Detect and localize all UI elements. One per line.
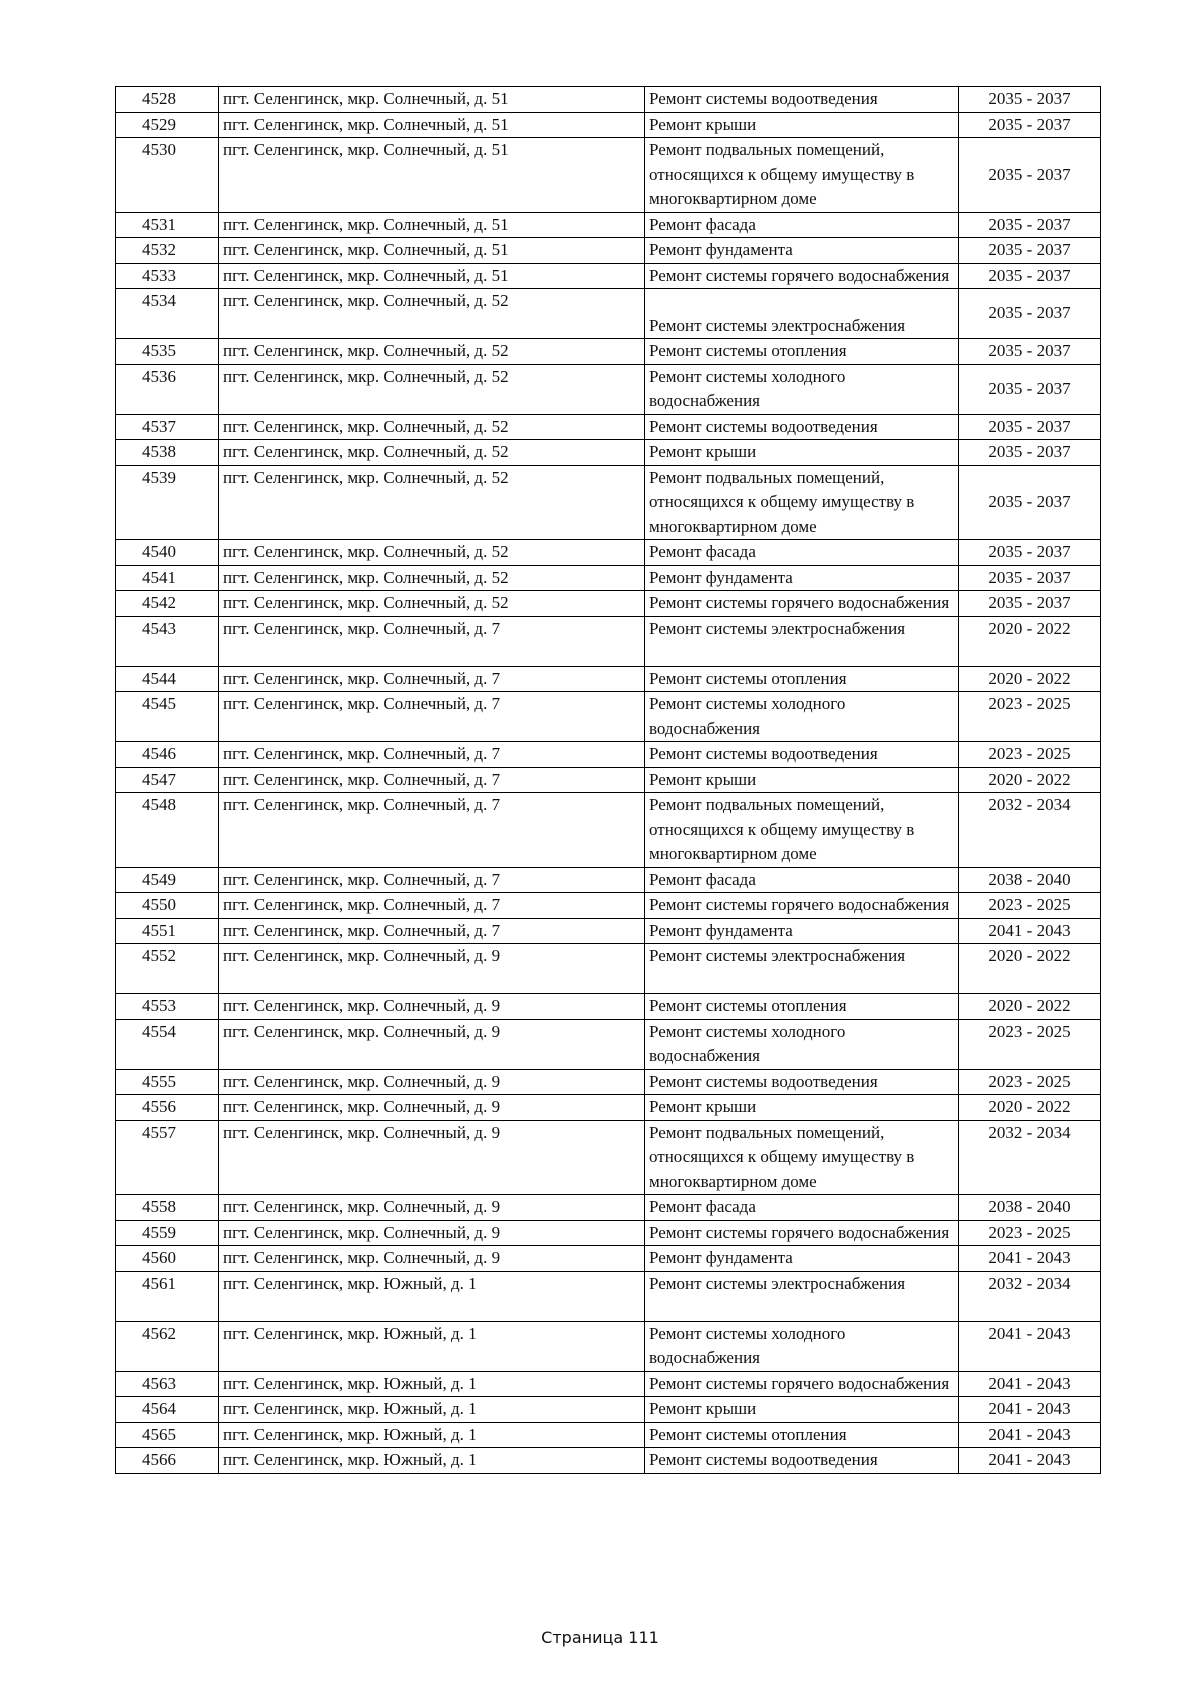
address-cell: пгт. Селенгинск, мкр. Южный, д. 1 bbox=[219, 1371, 645, 1397]
work-type-cell: Ремонт крыши bbox=[645, 767, 959, 793]
period-cell: 2023 - 2025 bbox=[959, 1019, 1101, 1069]
row-number-cell: 4536 bbox=[116, 364, 219, 414]
table-row bbox=[116, 1321, 1101, 1371]
row-number-cell: 4549 bbox=[116, 867, 219, 893]
table-row bbox=[116, 289, 1101, 339]
row-number-cell: 4547 bbox=[116, 767, 219, 793]
period-cell: 2020 - 2022 bbox=[959, 666, 1101, 692]
period-cell: 2035 - 2037 bbox=[959, 138, 1101, 213]
address-cell: пгт. Селенгинск, мкр. Солнечный, д. 52 bbox=[219, 364, 645, 414]
table-row bbox=[116, 112, 1101, 138]
row-number-cell: 4548 bbox=[116, 793, 219, 868]
work-type-cell: Ремонт системы холодного водоснабжения bbox=[645, 1321, 959, 1371]
table-row bbox=[116, 994, 1101, 1020]
period-cell: 2035 - 2037 bbox=[959, 87, 1101, 113]
address-cell: пгт. Селенгинск, мкр. Солнечный, д. 7 bbox=[219, 893, 645, 919]
table-row bbox=[116, 692, 1101, 742]
address-cell: пгт. Селенгинск, мкр. Солнечный, д. 7 bbox=[219, 742, 645, 768]
table-row bbox=[116, 339, 1101, 365]
period-cell: 2035 - 2037 bbox=[959, 465, 1101, 540]
work-type-cell: Ремонт фундамента bbox=[645, 238, 959, 264]
table-row bbox=[116, 1271, 1101, 1321]
row-number-cell: 4551 bbox=[116, 918, 219, 944]
work-type-cell: Ремонт системы холодного водоснабжения bbox=[645, 364, 959, 414]
work-type-cell: Ремонт системы водоотведения bbox=[645, 87, 959, 113]
work-type-cell: Ремонт системы отопления bbox=[645, 666, 959, 692]
period-cell: 2035 - 2037 bbox=[959, 289, 1101, 339]
table-row bbox=[116, 364, 1101, 414]
work-type-cell: Ремонт системы отопления bbox=[645, 1422, 959, 1448]
row-number-cell: 4546 bbox=[116, 742, 219, 768]
table-row bbox=[116, 1220, 1101, 1246]
period-cell: 2035 - 2037 bbox=[959, 238, 1101, 264]
work-type-cell: Ремонт фасада bbox=[645, 212, 959, 238]
work-type-cell: Ремонт фасада bbox=[645, 867, 959, 893]
document-table-container bbox=[115, 86, 1100, 1474]
row-number-cell: 4550 bbox=[116, 893, 219, 919]
table-row bbox=[116, 918, 1101, 944]
row-number-cell: 4562 bbox=[116, 1321, 219, 1371]
table-row bbox=[116, 1069, 1101, 1095]
table-row bbox=[116, 238, 1101, 264]
work-type-cell: Ремонт фасада bbox=[645, 1195, 959, 1221]
table-row bbox=[116, 1095, 1101, 1121]
row-number-cell: 4534 bbox=[116, 289, 219, 339]
table-row bbox=[116, 414, 1101, 440]
repair-schedule-table bbox=[115, 86, 1101, 1474]
period-cell: 2023 - 2025 bbox=[959, 692, 1101, 742]
work-type-cell: Ремонт системы горячего водоснабжения bbox=[645, 893, 959, 919]
row-number-cell: 4545 bbox=[116, 692, 219, 742]
period-cell: 2041 - 2043 bbox=[959, 1397, 1101, 1423]
table-row bbox=[116, 87, 1101, 113]
table-row bbox=[116, 465, 1101, 540]
row-number-cell: 4533 bbox=[116, 263, 219, 289]
work-type-cell: Ремонт системы водоотведения bbox=[645, 742, 959, 768]
row-number-cell: 4540 bbox=[116, 540, 219, 566]
row-number-cell: 4561 bbox=[116, 1271, 219, 1321]
row-number-cell: 4552 bbox=[116, 944, 219, 994]
period-cell: 2023 - 2025 bbox=[959, 742, 1101, 768]
period-cell: 2020 - 2022 bbox=[959, 994, 1101, 1020]
period-cell: 2035 - 2037 bbox=[959, 112, 1101, 138]
address-cell: пгт. Селенгинск, мкр. Солнечный, д. 51 bbox=[219, 238, 645, 264]
work-type-cell: Ремонт системы горячего водоснабжения bbox=[645, 263, 959, 289]
address-cell: пгт. Селенгинск, мкр. Солнечный, д. 9 bbox=[219, 1220, 645, 1246]
address-cell: пгт. Селенгинск, мкр. Южный, д. 1 bbox=[219, 1271, 645, 1321]
table-row bbox=[116, 793, 1101, 868]
work-type-cell: Ремонт крыши bbox=[645, 112, 959, 138]
period-cell: 2032 - 2034 bbox=[959, 793, 1101, 868]
period-cell: 2038 - 2040 bbox=[959, 867, 1101, 893]
work-type-cell: Ремонт крыши bbox=[645, 440, 959, 466]
period-cell: 2035 - 2037 bbox=[959, 339, 1101, 365]
address-cell: пгт. Селенгинск, мкр. Солнечный, д. 51 bbox=[219, 87, 645, 113]
table-row bbox=[116, 138, 1101, 213]
address-cell: пгт. Селенгинск, мкр. Солнечный, д. 7 bbox=[219, 616, 645, 666]
table-row bbox=[116, 893, 1101, 919]
table-row bbox=[116, 1246, 1101, 1272]
row-number-cell: 4530 bbox=[116, 138, 219, 213]
row-number-cell: 4559 bbox=[116, 1220, 219, 1246]
address-cell: пгт. Селенгинск, мкр. Солнечный, д. 52 bbox=[219, 591, 645, 617]
page-number: Страница 111 bbox=[541, 1628, 659, 1647]
address-cell: пгт. Селенгинск, мкр. Солнечный, д. 51 bbox=[219, 112, 645, 138]
table-row bbox=[116, 1448, 1101, 1474]
work-type-cell: Ремонт подвальных помещений, относящихся к общему имуществу в многоквартирном доме bbox=[645, 138, 959, 213]
table-row bbox=[116, 212, 1101, 238]
period-cell: 2041 - 2043 bbox=[959, 1448, 1101, 1474]
address-cell: пгт. Селенгинск, мкр. Солнечный, д. 7 bbox=[219, 692, 645, 742]
work-type-cell: Ремонт системы электроснабжения bbox=[645, 1271, 959, 1321]
work-type-cell: Ремонт системы отопления bbox=[645, 994, 959, 1020]
address-cell: пгт. Селенгинск, мкр. Солнечный, д. 51 bbox=[219, 263, 645, 289]
work-type-cell: Ремонт крыши bbox=[645, 1095, 959, 1121]
address-cell: пгт. Селенгинск, мкр. Солнечный, д. 9 bbox=[219, 1120, 645, 1195]
row-number-cell: 4564 bbox=[116, 1397, 219, 1423]
period-cell: 2035 - 2037 bbox=[959, 565, 1101, 591]
address-cell: пгт. Селенгинск, мкр. Солнечный, д. 9 bbox=[219, 1246, 645, 1272]
period-cell: 2035 - 2037 bbox=[959, 540, 1101, 566]
period-cell: 2032 - 2034 bbox=[959, 1271, 1101, 1321]
address-cell: пгт. Селенгинск, мкр. Солнечный, д. 52 bbox=[219, 565, 645, 591]
row-number-cell: 4528 bbox=[116, 87, 219, 113]
row-number-cell: 4555 bbox=[116, 1069, 219, 1095]
address-cell: пгт. Селенгинск, мкр. Солнечный, д. 52 bbox=[219, 540, 645, 566]
table-row bbox=[116, 565, 1101, 591]
period-cell: 2032 - 2034 bbox=[959, 1120, 1101, 1195]
period-cell: 2023 - 2025 bbox=[959, 893, 1101, 919]
period-cell: 2035 - 2037 bbox=[959, 440, 1101, 466]
row-number-cell: 4539 bbox=[116, 465, 219, 540]
address-cell: пгт. Селенгинск, мкр. Солнечный, д. 9 bbox=[219, 944, 645, 994]
row-number-cell: 4553 bbox=[116, 994, 219, 1020]
work-type-cell: Ремонт системы холодного водоснабжения bbox=[645, 1019, 959, 1069]
work-type-cell: Ремонт системы водоотведения bbox=[645, 1069, 959, 1095]
address-cell: пгт. Селенгинск, мкр. Солнечный, д. 7 bbox=[219, 867, 645, 893]
period-cell: 2023 - 2025 bbox=[959, 1069, 1101, 1095]
table-row bbox=[116, 616, 1101, 666]
period-cell: 2020 - 2022 bbox=[959, 944, 1101, 994]
row-number-cell: 4556 bbox=[116, 1095, 219, 1121]
work-type-cell: Ремонт системы электроснабжения bbox=[645, 944, 959, 994]
row-number-cell: 4542 bbox=[116, 591, 219, 617]
row-number-cell: 4538 bbox=[116, 440, 219, 466]
row-number-cell: 4535 bbox=[116, 339, 219, 365]
row-number-cell: 4541 bbox=[116, 565, 219, 591]
address-cell: пгт. Селенгинск, мкр. Южный, д. 1 bbox=[219, 1448, 645, 1474]
table-row bbox=[116, 1422, 1101, 1448]
work-type-cell: Ремонт системы холодного водоснабжения bbox=[645, 692, 959, 742]
period-cell: 2041 - 2043 bbox=[959, 1321, 1101, 1371]
work-type-cell: Ремонт фундамента bbox=[645, 918, 959, 944]
address-cell: пгт. Селенгинск, мкр. Солнечный, д. 9 bbox=[219, 1195, 645, 1221]
row-number-cell: 4566 bbox=[116, 1448, 219, 1474]
address-cell: пгт. Селенгинск, мкр. Солнечный, д. 7 bbox=[219, 666, 645, 692]
work-type-cell: Ремонт подвальных помещений, относящихся к общему имуществу в многоквартирном доме bbox=[645, 1120, 959, 1195]
table-row bbox=[116, 944, 1101, 994]
work-type-cell: Ремонт фасада bbox=[645, 540, 959, 566]
row-number-cell: 4554 bbox=[116, 1019, 219, 1069]
row-number-cell: 4557 bbox=[116, 1120, 219, 1195]
address-cell: пгт. Селенгинск, мкр. Солнечный, д. 51 bbox=[219, 138, 645, 213]
work-type-cell: Ремонт системы электроснабжения bbox=[645, 289, 959, 339]
row-number-cell: 4529 bbox=[116, 112, 219, 138]
period-cell: 2035 - 2037 bbox=[959, 591, 1101, 617]
table-row bbox=[116, 1371, 1101, 1397]
work-type-cell: Ремонт подвальных помещений, относящихся к общему имуществу в многоквартирном доме bbox=[645, 465, 959, 540]
address-cell: пгт. Селенгинск, мкр. Южный, д. 1 bbox=[219, 1321, 645, 1371]
period-cell: 2020 - 2022 bbox=[959, 616, 1101, 666]
work-type-cell: Ремонт фундамента bbox=[645, 565, 959, 591]
work-type-cell: Ремонт системы водоотведения bbox=[645, 414, 959, 440]
address-cell: пгт. Селенгинск, мкр. Солнечный, д. 9 bbox=[219, 1019, 645, 1069]
address-cell: пгт. Селенгинск, мкр. Южный, д. 1 bbox=[219, 1397, 645, 1423]
address-cell: пгт. Селенгинск, мкр. Солнечный, д. 9 bbox=[219, 1095, 645, 1121]
work-type-cell: Ремонт системы отопления bbox=[645, 339, 959, 365]
work-type-cell: Ремонт подвальных помещений, относящихся к общему имуществу в многоквартирном доме bbox=[645, 793, 959, 868]
row-number-cell: 4558 bbox=[116, 1195, 219, 1221]
table-row bbox=[116, 867, 1101, 893]
table-row bbox=[116, 1195, 1101, 1221]
table-row bbox=[116, 666, 1101, 692]
work-type-cell: Ремонт системы горячего водоснабжения bbox=[645, 1220, 959, 1246]
period-cell: 2041 - 2043 bbox=[959, 1246, 1101, 1272]
address-cell: пгт. Селенгинск, мкр. Солнечный, д. 9 bbox=[219, 1069, 645, 1095]
work-type-cell: Ремонт системы горячего водоснабжения bbox=[645, 1371, 959, 1397]
period-cell: 2041 - 2043 bbox=[959, 918, 1101, 944]
address-cell: пгт. Селенгинск, мкр. Солнечный, д. 7 bbox=[219, 918, 645, 944]
row-number-cell: 4544 bbox=[116, 666, 219, 692]
row-number-cell: 4532 bbox=[116, 238, 219, 264]
table-row bbox=[116, 767, 1101, 793]
period-cell: 2023 - 2025 bbox=[959, 1220, 1101, 1246]
address-cell: пгт. Селенгинск, мкр. Солнечный, д. 7 bbox=[219, 793, 645, 868]
work-type-cell: Ремонт крыши bbox=[645, 1397, 959, 1423]
row-number-cell: 4537 bbox=[116, 414, 219, 440]
work-type-cell: Ремонт системы горячего водоснабжения bbox=[645, 591, 959, 617]
work-type-cell: Ремонт системы электроснабжения bbox=[645, 616, 959, 666]
period-cell: 2020 - 2022 bbox=[959, 767, 1101, 793]
row-number-cell: 4543 bbox=[116, 616, 219, 666]
address-cell: пгт. Селенгинск, мкр. Южный, д. 1 bbox=[219, 1422, 645, 1448]
table-row bbox=[116, 263, 1101, 289]
address-cell: пгт. Селенгинск, мкр. Солнечный, д. 52 bbox=[219, 440, 645, 466]
period-cell: 2041 - 2043 bbox=[959, 1371, 1101, 1397]
address-cell: пгт. Селенгинск, мкр. Солнечный, д. 9 bbox=[219, 994, 645, 1020]
row-number-cell: 4531 bbox=[116, 212, 219, 238]
table-row bbox=[116, 591, 1101, 617]
period-cell: 2041 - 2043 bbox=[959, 1422, 1101, 1448]
work-type-cell: Ремонт системы водоотведения bbox=[645, 1448, 959, 1474]
period-cell: 2035 - 2037 bbox=[959, 414, 1101, 440]
table-row bbox=[116, 440, 1101, 466]
address-cell: пгт. Селенгинск, мкр. Солнечный, д. 7 bbox=[219, 767, 645, 793]
period-cell: 2020 - 2022 bbox=[959, 1095, 1101, 1121]
address-cell: пгт. Селенгинск, мкр. Солнечный, д. 52 bbox=[219, 414, 645, 440]
period-cell: 2035 - 2037 bbox=[959, 364, 1101, 414]
table-row bbox=[116, 1120, 1101, 1195]
table-body bbox=[116, 87, 1101, 1474]
work-type-cell: Ремонт фундамента bbox=[645, 1246, 959, 1272]
table-row bbox=[116, 540, 1101, 566]
table-row bbox=[116, 1397, 1101, 1423]
table-row bbox=[116, 742, 1101, 768]
table-row bbox=[116, 1019, 1101, 1069]
address-cell: пгт. Селенгинск, мкр. Солнечный, д. 52 bbox=[219, 339, 645, 365]
address-cell: пгт. Селенгинск, мкр. Солнечный, д. 52 bbox=[219, 289, 645, 339]
period-cell: 2035 - 2037 bbox=[959, 212, 1101, 238]
period-cell: 2038 - 2040 bbox=[959, 1195, 1101, 1221]
row-number-cell: 4560 bbox=[116, 1246, 219, 1272]
address-cell: пгт. Селенгинск, мкр. Солнечный, д. 52 bbox=[219, 465, 645, 540]
row-number-cell: 4565 bbox=[116, 1422, 219, 1448]
address-cell: пгт. Селенгинск, мкр. Солнечный, д. 51 bbox=[219, 212, 645, 238]
period-cell: 2035 - 2037 bbox=[959, 263, 1101, 289]
row-number-cell: 4563 bbox=[116, 1371, 219, 1397]
